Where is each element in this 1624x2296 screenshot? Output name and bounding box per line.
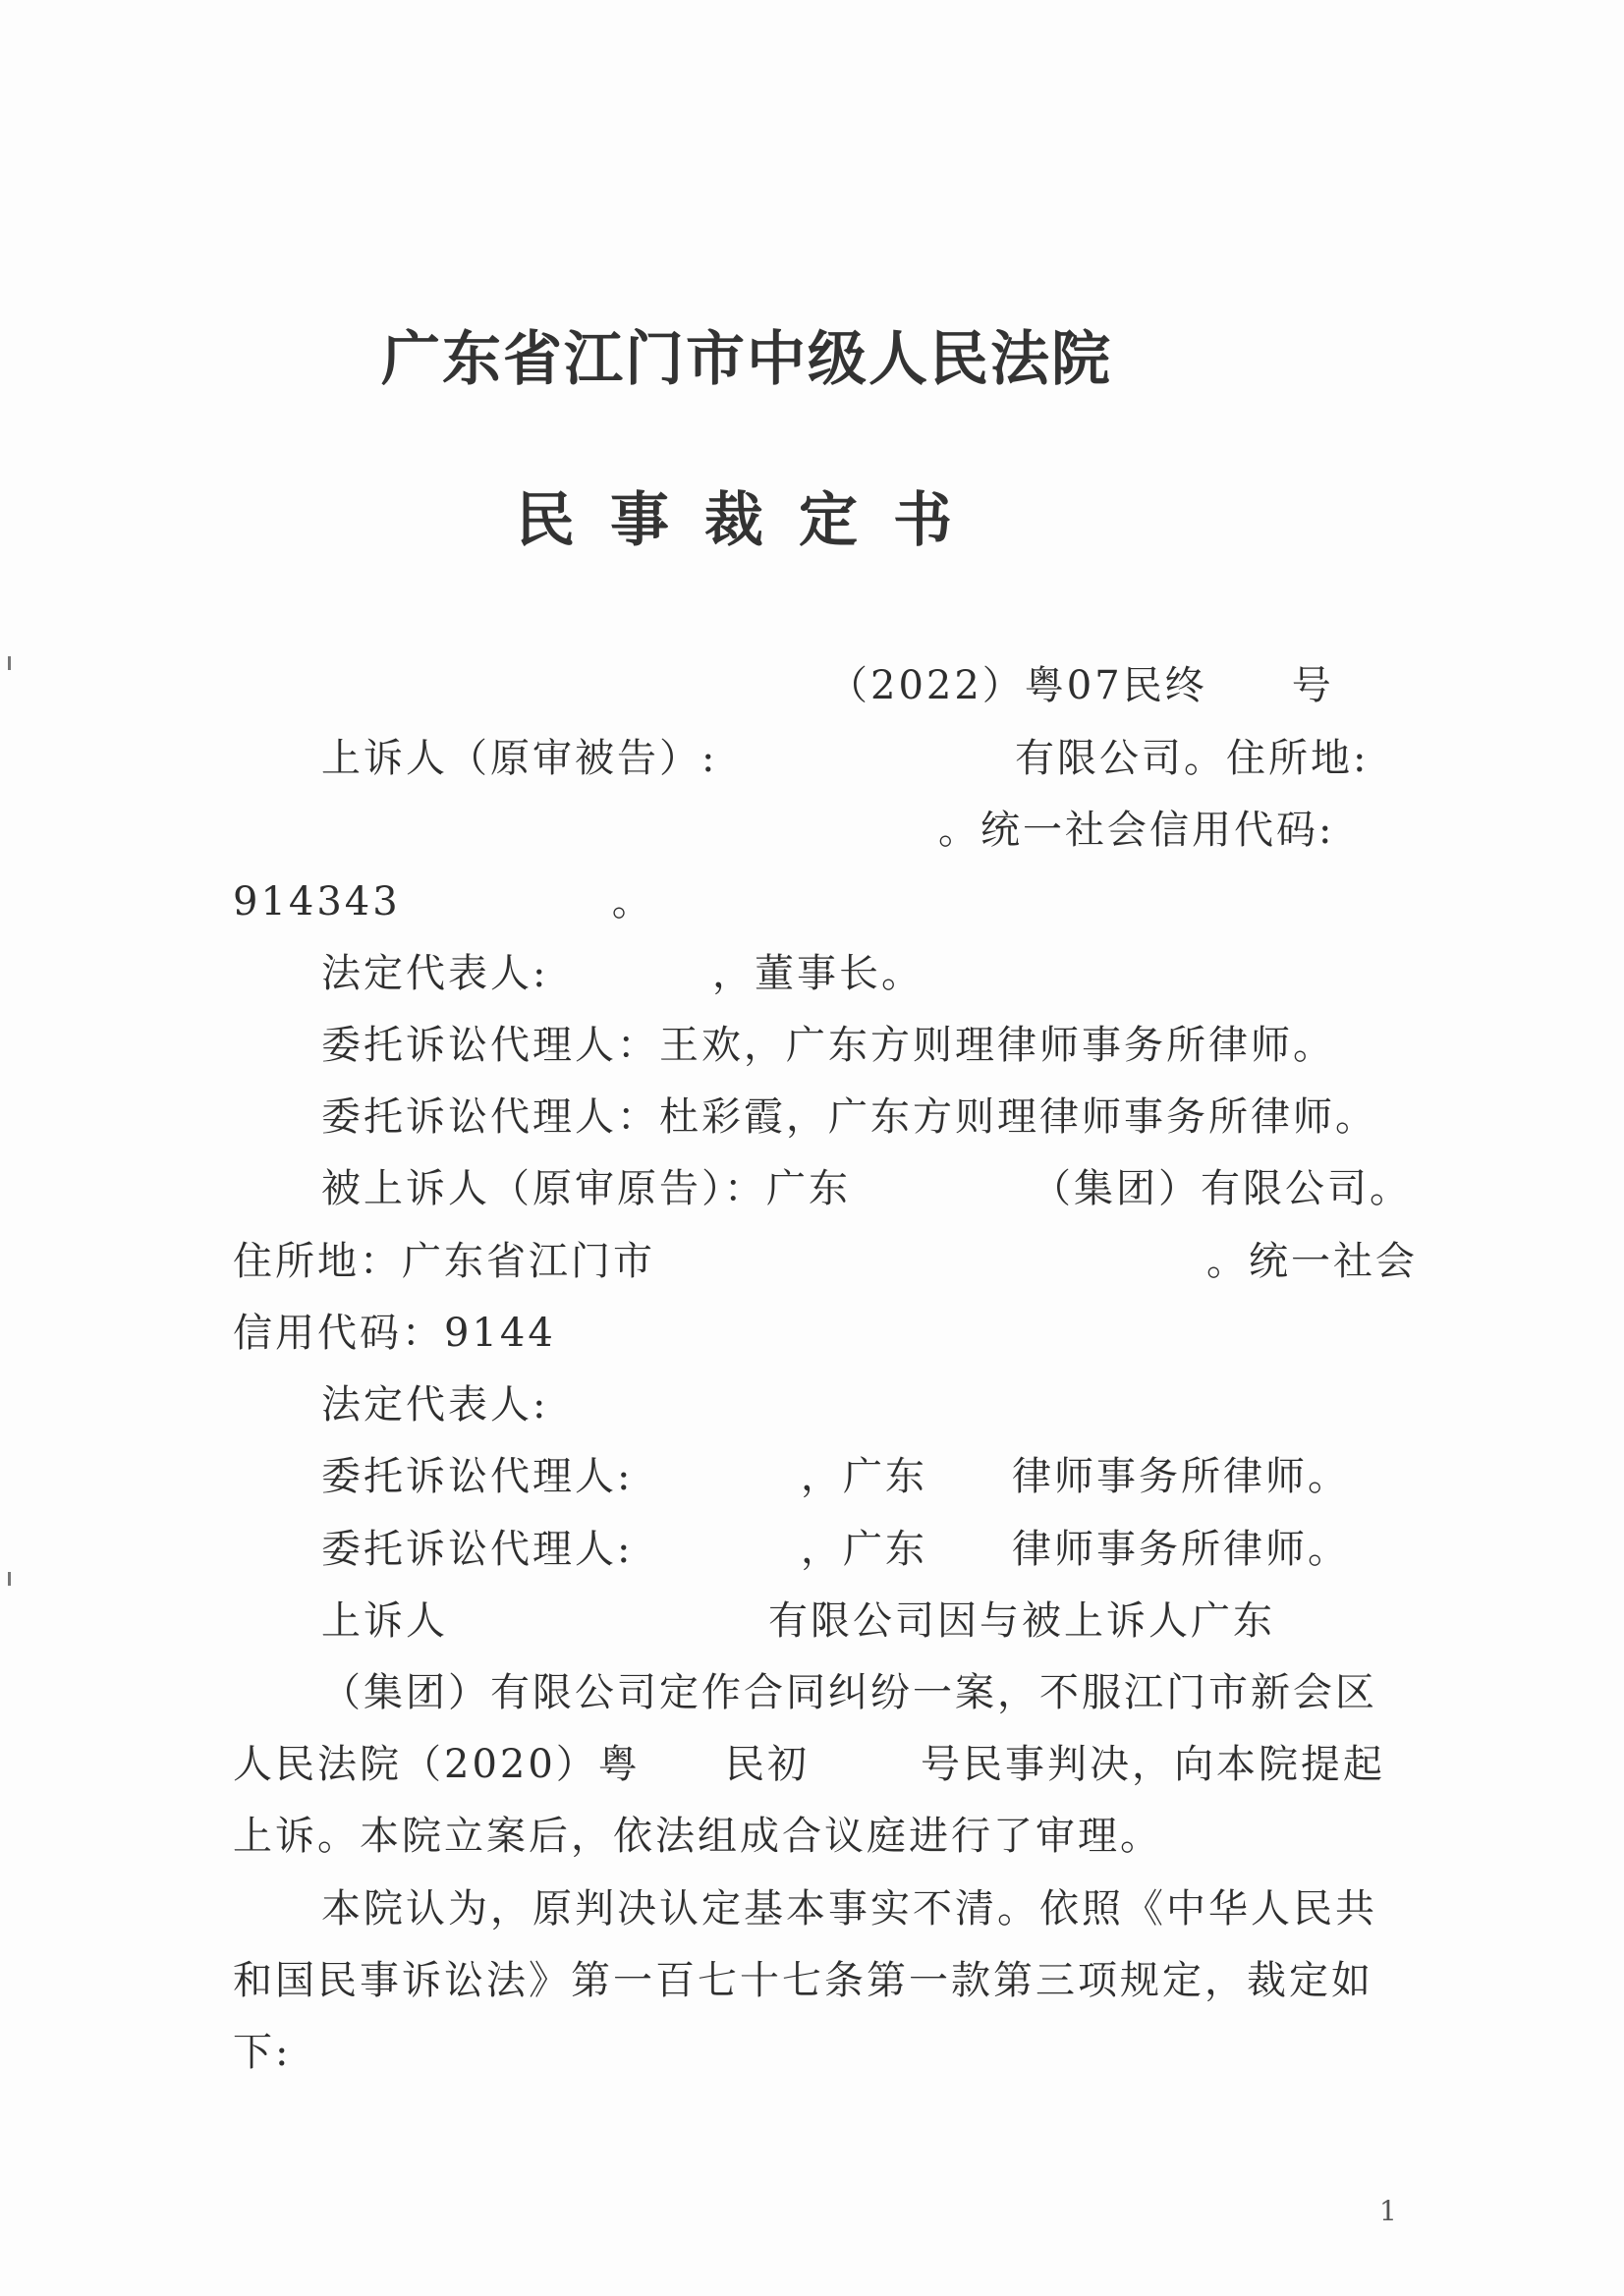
appellant-label: 上诉人（原审被告）:: [321, 736, 718, 781]
scan-mark: [8, 656, 11, 670]
legal-rep-1-label: 法定代表人:: [321, 951, 549, 996]
agent-3-label: 委托诉讼代理人:: [321, 1454, 634, 1499]
body-line-4: 上诉。本院立案后，依法组成合议庭进行了审理。: [233, 1814, 1162, 1859]
ruling-line-1: 本院认为，原判决认定基本事实不清。依照《中华人民共: [321, 1886, 1377, 1932]
body-line-3-start: 人民法院（2020）粤: [233, 1742, 641, 1787]
body-line-3-mid: 民初: [725, 1742, 810, 1787]
agent-4-firm: 律师事务所律师。: [1012, 1527, 1350, 1572]
appellee-label: 被上诉人（原审原告）：广东: [321, 1166, 851, 1211]
agent-4-province: ，广东: [801, 1527, 927, 1572]
agent-3-province: ，广东: [801, 1454, 927, 1499]
agent-3-firm: 律师事务所律师。: [1012, 1454, 1350, 1499]
appellee-company: （集团）有限公司。: [1032, 1166, 1412, 1211]
legal-rep-2-label: 法定代表人:: [321, 1382, 549, 1428]
document-title: 民事裁定书: [516, 486, 987, 555]
appellant-credit-code: 914343 。: [233, 879, 654, 924]
appellee-credit-code: 信用代码：9144: [233, 1311, 556, 1356]
page-number: 1: [1379, 2195, 1397, 2227]
court-title: 广东省江门市中级人民法院: [381, 325, 1112, 394]
appellant-company: 有限公司。住所地:: [1015, 736, 1370, 781]
scan-mark: [8, 1572, 11, 1586]
body-line-1-start: 上诉人: [321, 1598, 448, 1644]
appellant-credit-label: 。统一社会信用代码:: [938, 808, 1335, 853]
body-line-3-end: 号民事判决，向本院提起: [921, 1742, 1385, 1787]
appellee-address: 住所地：广东省江门市: [233, 1239, 655, 1284]
ruling-line-2: 和国民事诉讼法》第一百七十七条第一款第三项规定，裁定如: [233, 1958, 1373, 2003]
legal-rep-1-title: ，董事长。: [712, 951, 924, 996]
case-number: （2022）粤07民终 号: [828, 663, 1334, 708]
agent-4-label: 委托诉讼代理人:: [321, 1527, 634, 1572]
agent-1: 委托诉讼代理人：王欢，广东方则理律师事务所律师。: [321, 1023, 1335, 1068]
body-line-2: （集团）有限公司定作合同纠纷一案，不服江门市新会区: [321, 1670, 1377, 1715]
body-line-1-end: 有限公司因与被上诉人广东: [768, 1598, 1275, 1644]
appellee-credit-label: 。统一社会: [1206, 1239, 1418, 1284]
ruling-line-3: 下:: [233, 2030, 292, 2075]
agent-2: 委托诉讼代理人：杜彩霞，广东方则理律师事务所律师。: [321, 1094, 1377, 1140]
